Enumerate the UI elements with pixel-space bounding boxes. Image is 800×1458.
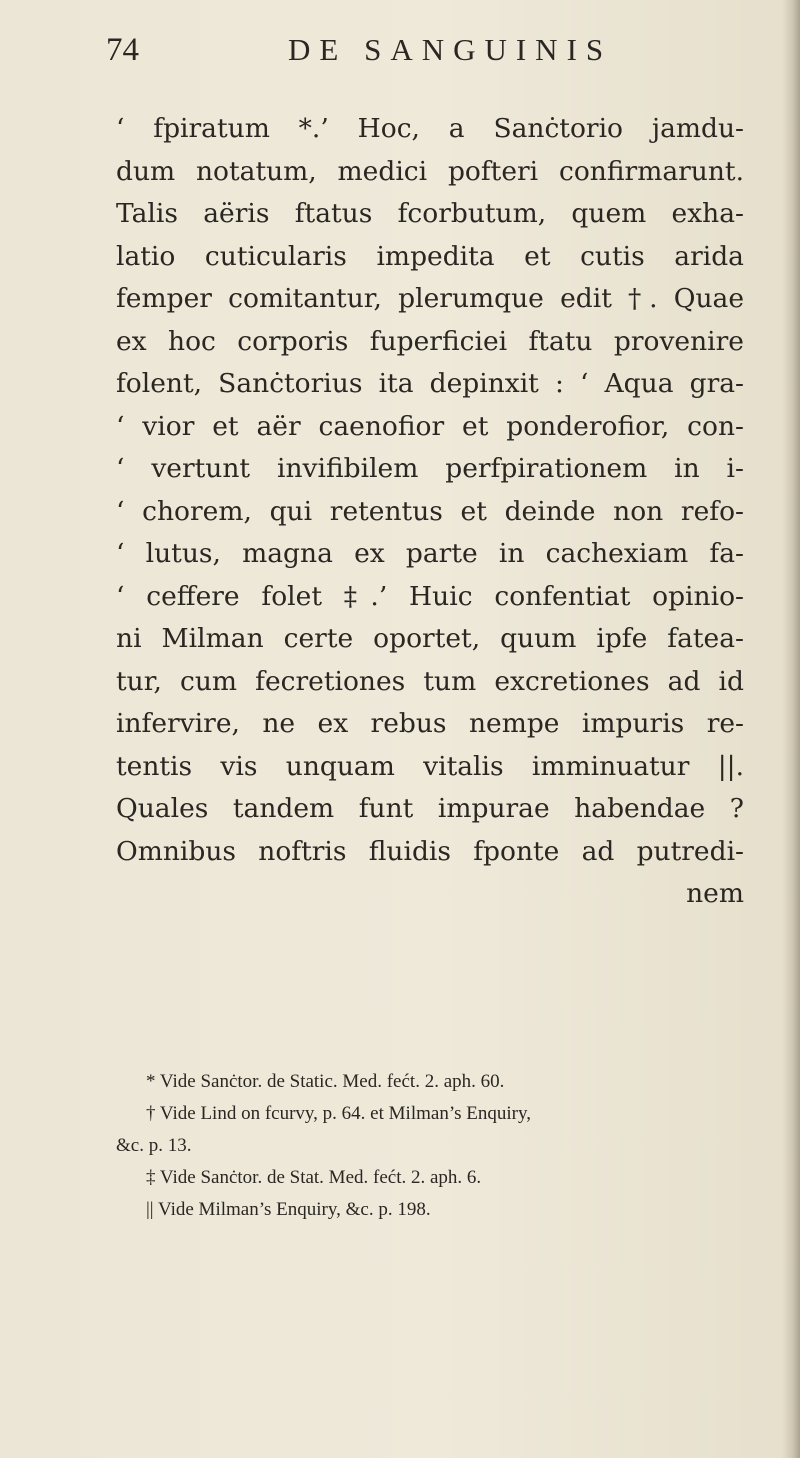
text-line: ex hoc corporis fuperficiei ftatu provenire [116, 325, 744, 357]
text-line: Omnibus noftris fluidis fponte ad putredi- [116, 835, 744, 867]
page-header [106, 30, 706, 80]
text-line: infervire, ne ex rebus nempe impuris re- [116, 708, 744, 739]
running-title: DE SANGUINIS [288, 32, 613, 67]
footnotes [116, 1066, 744, 1226]
text-line: Talis aëris ftatus fcorbutum, quem exha- [116, 198, 744, 229]
text-line: ‘ fpiratum *.’ Hoc, a Sanċtorio jamdu- [116, 113, 744, 144]
text-line: tentis vis unquam vitalis imminuatur ||. [116, 750, 744, 782]
footnote: ‡ Vide Sanċtor. de Stat. Med. fećt. 2. aph. 6. [146, 1167, 482, 1188]
text-line: ‘ vior et aër caenofior et ponderofior, con- [116, 410, 744, 442]
catchword: nem [686, 878, 744, 909]
text-line: ‘ lutus, magna ex parte in cachexiam fa- [116, 538, 744, 569]
text-line: tur, cum fecretiones tum excretiones ad id [116, 665, 744, 697]
text-line: ‘ chorem, qui retentus et deinde non refo- [116, 495, 744, 527]
footnote-continuation: &c. p. 13. [116, 1135, 192, 1156]
footnote: || Vide Milman’s Enquiry, &c. p. 198. [146, 1199, 431, 1220]
main-text [116, 108, 744, 916]
text-line: femper comitantur, plerumque edit †. Quae [116, 283, 744, 314]
text-line: latio cuticularis impedita et cutis arida [116, 240, 744, 272]
text-line: folent, Sanċtorius ita depinxit : ‘ Aqua gra- [116, 368, 744, 399]
text-line: ‘ vertunt invifibilem perfpirationem in i- [116, 453, 744, 484]
footnote: * Vide Sanċtor. de Static. Med. fećt. 2. aph. 60. [146, 1071, 505, 1092]
text-line: ni Milman certe oportet, quum ipfe fatea- [116, 623, 744, 654]
text-line: Quales tandem funt impurae habendae ? [116, 793, 744, 824]
page-edge-shadow [782, 0, 800, 1458]
text-line: ‘ ceffere folet ‡.’ Huic confentiat opinio- [116, 580, 744, 612]
page-number: 74 [106, 32, 139, 68]
text-line: dum notatum, medici pofteri confirmarunt. [116, 155, 744, 187]
footnote: † Vide Lind on fcurvy, p. 64. et Milman’s Enquiry, [146, 1103, 531, 1124]
